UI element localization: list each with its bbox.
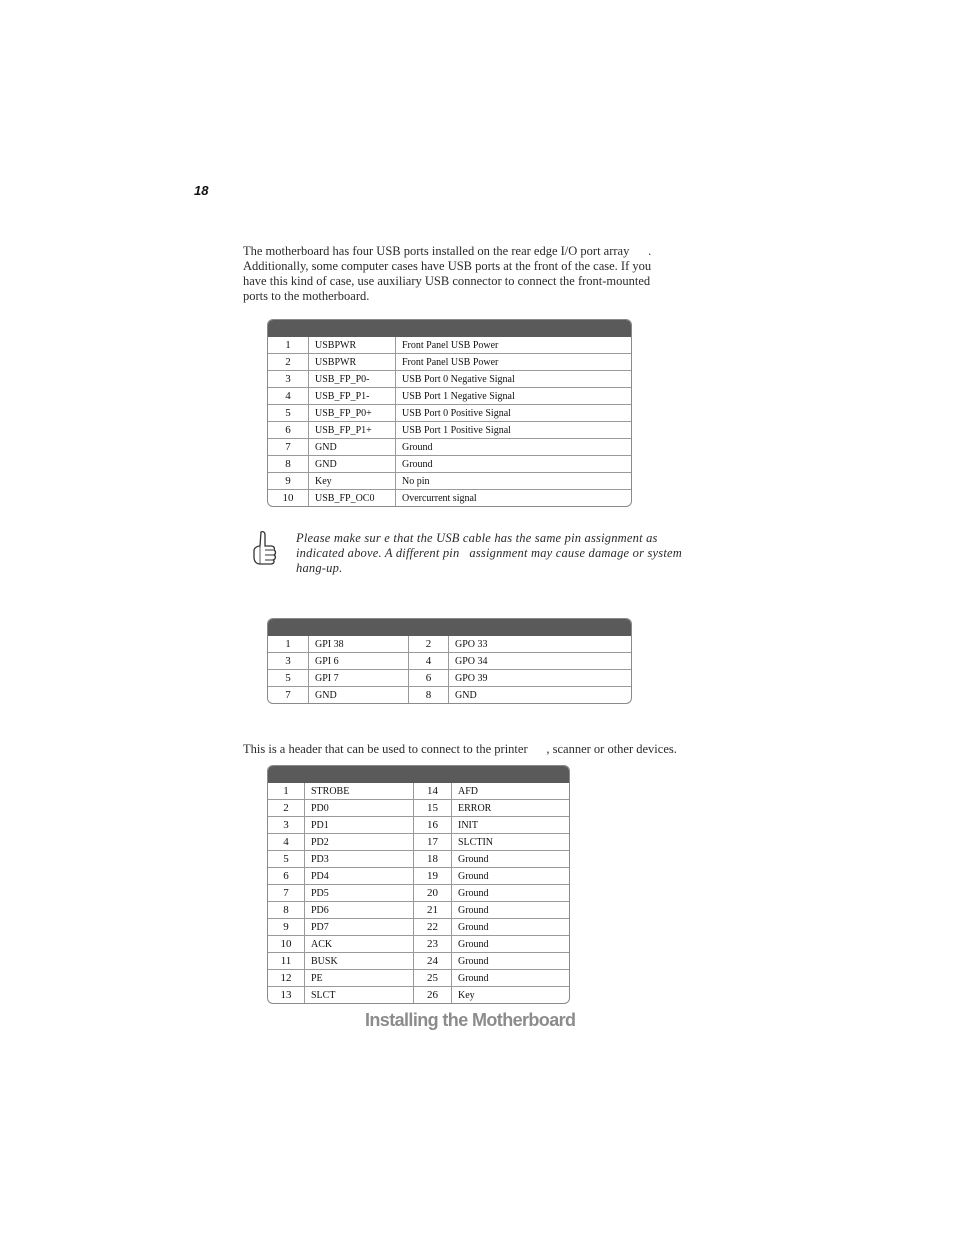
table-row xyxy=(268,438,631,455)
pin-number: 5 xyxy=(268,669,309,686)
signal-name: BUSK xyxy=(305,952,414,969)
signal-name: USB_FP_P1+ xyxy=(309,421,396,438)
pin-function: USB Port 0 Negative Signal xyxy=(396,370,631,387)
pin-function: Front Panel USB Power xyxy=(396,353,631,370)
table-row xyxy=(268,935,569,952)
pin-number: 9 xyxy=(268,472,309,489)
note-line: hang-up. xyxy=(296,561,343,575)
table-row xyxy=(268,686,631,703)
lpt-intro-paragraph: This is a header that can be used to connect to the printer , scanner or other devices. xyxy=(243,742,677,756)
signal-name: GPO 34 xyxy=(449,652,631,669)
pin-number: 8 xyxy=(268,455,309,472)
pin-number: 4 xyxy=(268,387,309,404)
table-header xyxy=(268,619,631,636)
table-row xyxy=(268,952,569,969)
signal-name: ACK xyxy=(305,935,414,952)
table-row xyxy=(268,404,631,421)
pin-number: 6 xyxy=(268,867,305,884)
signal-name: Ground xyxy=(452,901,569,918)
table-row xyxy=(268,816,569,833)
pin-number: 20 xyxy=(414,884,452,901)
pin-number: 24 xyxy=(414,952,452,969)
signal-name: PD2 xyxy=(305,833,414,850)
pin-number: 16 xyxy=(414,816,452,833)
signal-name: GND xyxy=(309,438,396,455)
table-row xyxy=(268,833,569,850)
pin-number: 25 xyxy=(414,969,452,986)
table-row xyxy=(268,636,631,652)
signal-name: Ground xyxy=(452,850,569,867)
pin-number: 5 xyxy=(268,850,305,867)
pin-number: 10 xyxy=(268,489,309,506)
signal-name: Ground xyxy=(452,935,569,952)
pin-number: 10 xyxy=(268,935,305,952)
signal-name: USBPWR xyxy=(309,353,396,370)
pin-function: Ground xyxy=(396,455,631,472)
pin-number: 7 xyxy=(268,686,309,703)
signal-name: GPI 38 xyxy=(309,636,409,652)
pin-number: 7 xyxy=(268,438,309,455)
pin-function: Overcurrent signal xyxy=(396,489,631,506)
table-row xyxy=(268,489,631,506)
pin-number: 3 xyxy=(268,816,305,833)
page-number: 18 xyxy=(194,183,209,198)
table-header xyxy=(268,766,569,783)
signal-name: GPO 33 xyxy=(455,638,488,650)
table-row xyxy=(268,337,631,353)
table-row xyxy=(268,901,569,918)
pin-number: 4 xyxy=(409,652,449,669)
signal-name: USB_FP_OC0 xyxy=(309,489,396,506)
signal-name: AFD xyxy=(458,785,479,797)
table-row xyxy=(268,850,569,867)
pin-number: 3 xyxy=(268,370,309,387)
table-row xyxy=(268,370,631,387)
table-row xyxy=(268,986,569,1003)
signal-name: STROBE xyxy=(305,783,414,799)
signal-name: USB_FP_P0- xyxy=(309,370,396,387)
note-line: indicated above. A different pin assignment may cause damage or system xyxy=(296,546,682,560)
pointing-hand-icon xyxy=(249,529,283,571)
pin-number: 12 xyxy=(268,969,305,986)
gpio-pin-table xyxy=(267,618,632,704)
pin-number: 1 xyxy=(268,636,309,652)
signal-name: SLCTIN xyxy=(452,833,569,850)
signal-name: USBPWR xyxy=(309,337,396,353)
pin-number: 13 xyxy=(268,986,305,1003)
signal-name: PD4 xyxy=(305,867,414,884)
pin-number: 21 xyxy=(414,901,452,918)
usb-intro-line: The motherboard has four USB ports installed on the rear edge I/O port array . xyxy=(243,244,652,258)
signal-name: GND xyxy=(449,686,631,703)
pin-number: 3 xyxy=(268,652,309,669)
signal-name: USB_FP_P0+ xyxy=(309,404,396,421)
signal-name: Ground xyxy=(452,867,569,884)
usb-pin-table xyxy=(267,319,632,507)
signal-name: Ground xyxy=(452,884,569,901)
pin-number: 1 xyxy=(268,783,305,799)
usb-warning-note xyxy=(296,531,696,576)
pin-number: 9 xyxy=(268,918,305,935)
pin-number: 5 xyxy=(268,404,309,421)
signal-name: PE xyxy=(305,969,414,986)
signal-name: PD7 xyxy=(305,918,414,935)
signal-name: PD1 xyxy=(305,816,414,833)
usb-intro-paragraph xyxy=(243,244,703,304)
signal-name: GPI 6 xyxy=(309,652,409,669)
usb-intro-line: Additionally, some computer cases have USB ports at the front of the case. If you xyxy=(243,259,652,273)
pin-number: 8 xyxy=(268,901,305,918)
signal-name: Ground xyxy=(452,952,569,969)
table-row xyxy=(268,472,631,489)
table-row xyxy=(268,867,569,884)
pin-number: 6 xyxy=(268,421,309,438)
table-row xyxy=(268,387,631,404)
pin-number: 8 xyxy=(409,686,449,703)
pin-number: 4 xyxy=(268,833,305,850)
table-row xyxy=(268,969,569,986)
signal-name: Key xyxy=(309,472,396,489)
signal-name: INIT xyxy=(452,816,569,833)
pin-number: 19 xyxy=(414,867,452,884)
pin-number: 22 xyxy=(414,918,452,935)
pin-number: 17 xyxy=(414,833,452,850)
pin-function: USB Port 0 Positive Signal xyxy=(396,404,631,421)
signal-name: GPO 39 xyxy=(449,669,631,686)
pin-number: 1 xyxy=(268,337,309,353)
signal-name: PD5 xyxy=(305,884,414,901)
table-row xyxy=(268,783,569,799)
signal-name: GPI 7 xyxy=(309,669,409,686)
pin-function: No pin xyxy=(396,472,631,489)
pin-function: USB Port 1 Positive Signal xyxy=(396,421,631,438)
lpt-pin-table xyxy=(267,765,570,1004)
pin-function: Front Panel USB Power xyxy=(402,339,499,351)
signal-name: ERROR xyxy=(452,799,569,816)
pin-function: USB Port 1 Negative Signal xyxy=(396,387,631,404)
signal-name: Ground xyxy=(452,969,569,986)
pin-number: 2 xyxy=(268,799,305,816)
signal-name: PD6 xyxy=(305,901,414,918)
signal-name: SLCT xyxy=(305,986,414,1003)
pin-number: 26 xyxy=(414,986,452,1003)
table-header xyxy=(268,320,631,337)
signal-name: USB_FP_P1- xyxy=(309,387,396,404)
table-row xyxy=(268,455,631,472)
signal-name: PD3 xyxy=(305,850,414,867)
table-row xyxy=(268,884,569,901)
table-row xyxy=(268,652,631,669)
table-row xyxy=(268,799,569,816)
signal-name: GND xyxy=(309,686,409,703)
usb-intro-line: have this kind of case, use auxiliary USB connector to connect the front-mounted xyxy=(243,274,651,288)
pin-number: 15 xyxy=(414,799,452,816)
signal-name: Ground xyxy=(452,918,569,935)
table-row xyxy=(268,669,631,686)
pin-number: 14 xyxy=(414,783,452,799)
signal-name: PD0 xyxy=(305,799,414,816)
pin-number: 2 xyxy=(409,636,449,652)
pin-function: Ground xyxy=(396,438,631,455)
pin-number: 18 xyxy=(414,850,452,867)
usb-intro-line: ports to the motherboard. xyxy=(243,289,370,303)
footer-section-title: Installing the Motherboard xyxy=(365,1010,576,1030)
table-row xyxy=(268,421,631,438)
signal-name: GND xyxy=(309,455,396,472)
pin-number: 7 xyxy=(268,884,305,901)
pin-number: 2 xyxy=(268,353,309,370)
note-line: Please make sur e that the USB cable has the same pin assignment as xyxy=(296,531,658,545)
table-row xyxy=(268,918,569,935)
pin-number: 6 xyxy=(409,669,449,686)
pin-number: 11 xyxy=(268,952,305,969)
pin-number: 23 xyxy=(414,935,452,952)
table-row xyxy=(268,353,631,370)
signal-name: Key xyxy=(452,986,569,1003)
